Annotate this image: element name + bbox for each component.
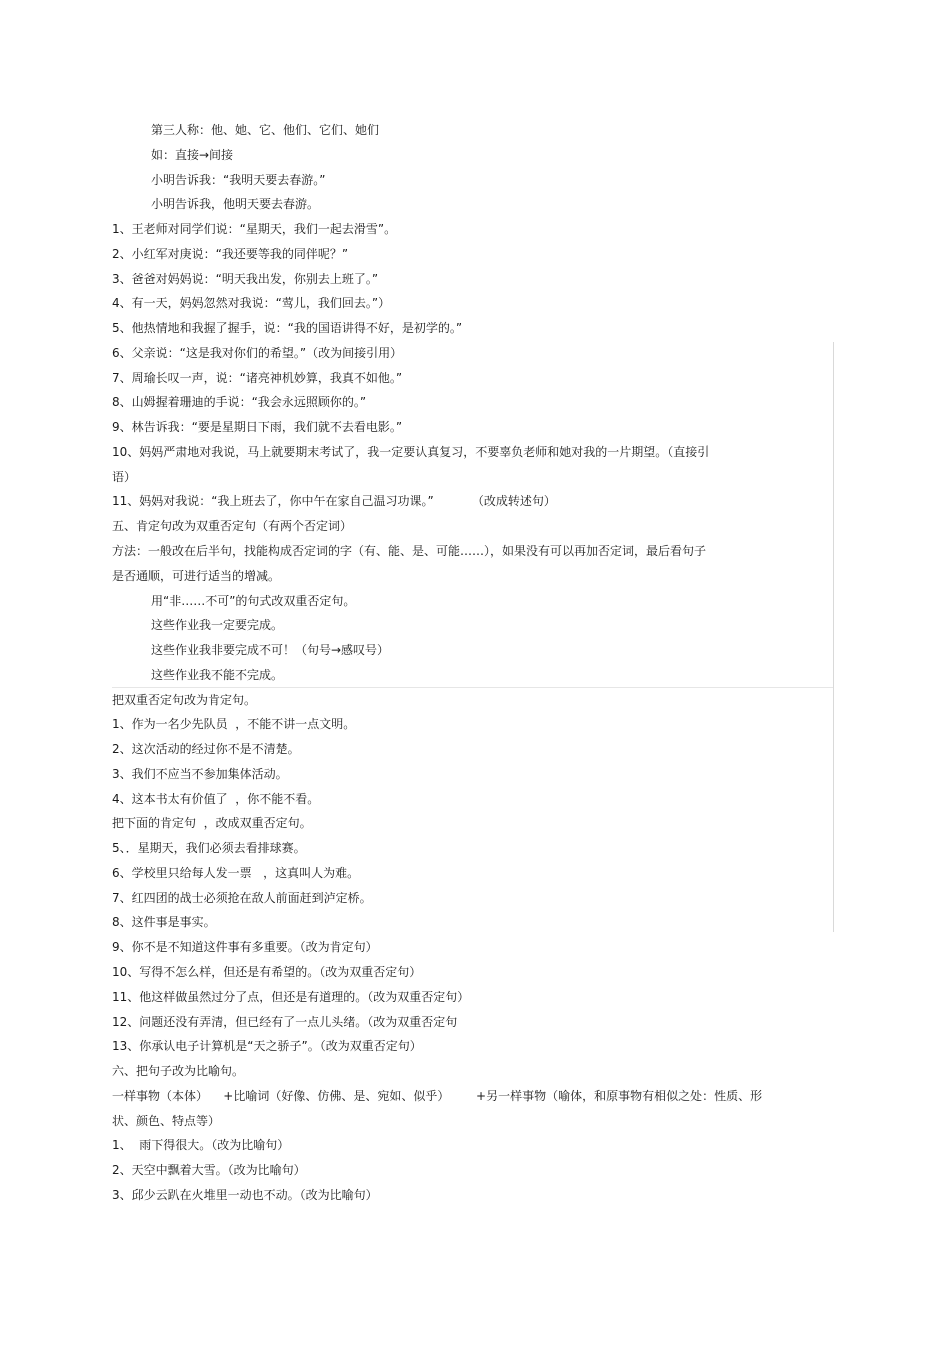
text-line: 五、肯定句改为双重否定句（有两个否定词） [112, 519, 353, 533]
margin-rule-upper [833, 342, 834, 687]
text-line: 3、爸爸对妈妈说：“明天我出发，你别去上班了。” [112, 272, 379, 286]
text-line: 10、妈妈严肃地对我说，马上就要期末考试了，我一定要认真复习，不要辜负老师和她对我的一片期望。（直接引 [112, 445, 710, 459]
text-line: 这些作业我非要完成不可！（句号→感叹号） [151, 643, 390, 657]
text-line: 1、 雨下得很大。（改为比喻句） [112, 1138, 290, 1152]
text-line: 把下面的肯定句 ，改成双重否定句。 [112, 816, 312, 830]
text-line: 是否通顺，可进行适当的增减。 [112, 569, 281, 583]
text-line: 2、这次活动的经过你不是不清楚。 [112, 742, 300, 756]
text-line: 11、妈妈对我说：“我上班去了，你中午在家自己温习功课。” （改成转述句） [112, 494, 556, 508]
text-line: 用“非……不可”的句式改双重否定句。 [151, 594, 356, 608]
text-line: 10、写得不怎么样，但还是有希望的。（改为双重否定句） [112, 965, 422, 979]
text-line: 第三人称：他、她、它、他们、它们、她们 [151, 123, 380, 137]
text-line: 5、他热情地和我握了握手，说：“我的国语讲得不好，是初学的。” [112, 321, 463, 335]
text-line: 小明告诉我，他明天要去春游。 [151, 197, 320, 211]
text-line: 7、红四团的战士必须抢在敌人前面赶到泸定桥。 [112, 891, 372, 905]
text-line: 8、这件事是事实。 [112, 915, 216, 929]
text-line: 1、作为一名少先队员 ，不能不讲一点文明。 [112, 717, 356, 731]
text-line: 12、问题还没有弄清，但已经有了一点儿头绪。（改为双重否定句 [112, 1015, 458, 1029]
text-line: 4、这本书太有价值了 ，你不能不看。 [112, 792, 320, 806]
text-line: 6、父亲说：“这是我对你们的希望。”（改为间接引用） [112, 346, 403, 360]
text-line: 六、把句子改为比喻句。 [112, 1064, 245, 1078]
text-line: 9、你不是不知道这件事有多重要。（改为肯定句） [112, 940, 378, 954]
text-line: 13、你承认电子计算机是“天之骄子”。（改为双重否定句） [112, 1039, 422, 1053]
text-line: 8、山姆握着珊迪的手说：“我会永远照顾你的。” [112, 395, 367, 409]
text-line: 3、邱少云趴在火堆里一动也不动。（改为比喻句） [112, 1188, 378, 1202]
text-line: 小明告诉我：“我明天要去春游。” [151, 173, 326, 187]
text-line: 把双重否定句改为肯定句。 [112, 693, 257, 707]
text-line: 6、学校里只给每人发一票 ，这真叫人为难。 [112, 866, 360, 880]
text-line: 7、周瑜长叹一声，说：“诸亮神机妙算，我真不如他。” [112, 371, 403, 385]
text-line: 11、他这样做虽然过分了点，但还是有道理的。（改为双重否定句） [112, 990, 470, 1004]
text-line: 1、王老师对同学们说：“星期天，我们一起去滑雪”。 [112, 222, 397, 236]
text-line: 3、我们不应当不参加集体活动。 [112, 767, 288, 781]
text-line: 方法：一般改在后半句，找能构成否定词的字（有、能、是、可能……），如果没有可以再加否定词，最后看句子 [112, 544, 707, 558]
text-line: 语） [112, 470, 137, 484]
text-line: 这些作业我不能不完成。 [151, 668, 284, 682]
text-line: 4、有一天，妈妈忽然对我说：“莺儿，我们回去。”） [112, 296, 391, 310]
text-line: 状、颜色、特点等） [112, 1114, 221, 1128]
text-line: 这些作业我一定要完成。 [151, 618, 284, 632]
text-line: 2、天空中飘着大雪。（改为比喻句） [112, 1163, 306, 1177]
margin-rule-lower [833, 687, 834, 932]
block-divider [112, 687, 834, 688]
text-line: 9、林告诉我：“要是星期日下雨，我们就不去看电影。” [112, 420, 403, 434]
text-line: 2、小红军对庚说：“我还要等我的同伴呢？” [112, 247, 349, 261]
text-line: 如：直接→间接 [151, 148, 234, 162]
text-line: 5、．星期天，我们必须去看排球赛。 [112, 841, 306, 855]
text-line: 一样事物（本体） +比喻词（好像、仿佛、是、宛如、似乎） +另一样事物（喻体，和原事物有相似之处：性质、形 [112, 1089, 763, 1103]
